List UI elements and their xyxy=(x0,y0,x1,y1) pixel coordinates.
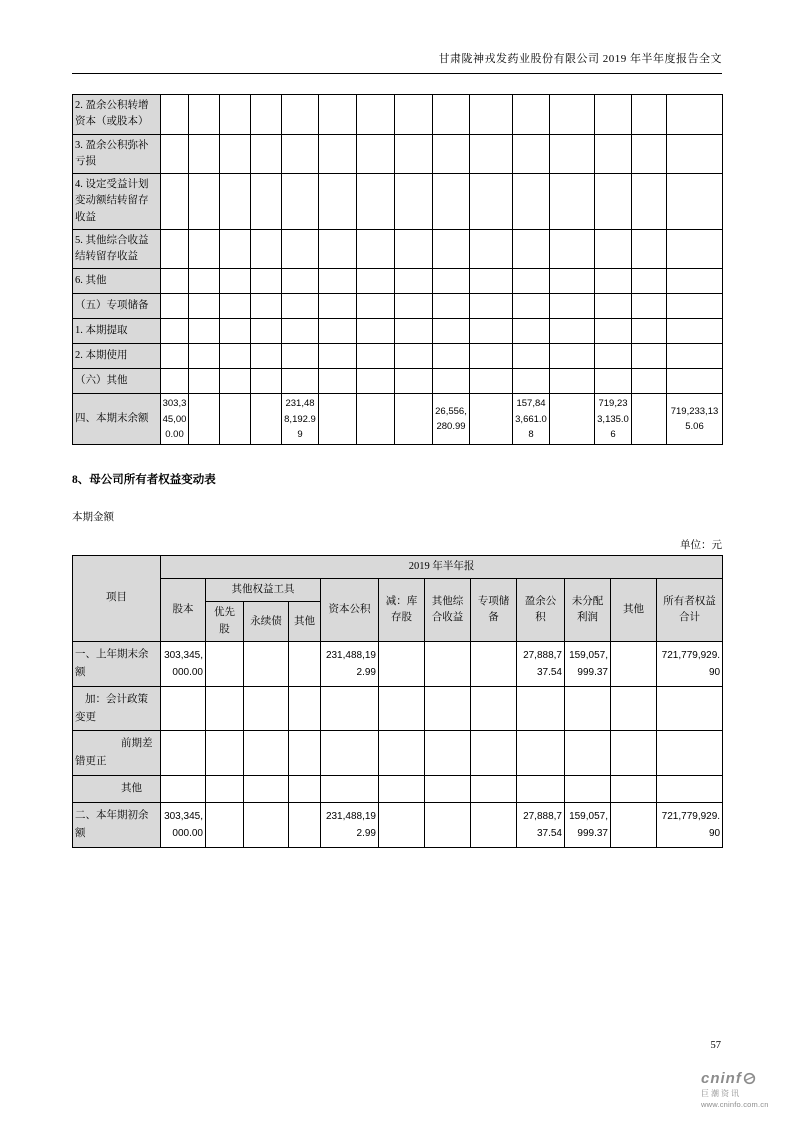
table-cell xyxy=(357,269,395,294)
table-cell xyxy=(251,95,282,135)
table-cell: 303,345,000.00 xyxy=(161,802,206,847)
table-cell xyxy=(513,174,550,230)
table-cell xyxy=(319,95,357,135)
table-cell xyxy=(471,731,517,776)
table-cell: 721,779,929.90 xyxy=(657,802,723,847)
table-cell xyxy=(357,174,395,230)
table-cell xyxy=(550,269,595,294)
table-cell xyxy=(395,369,433,394)
table-cell: 157,843,661.08 xyxy=(513,394,550,445)
table-row xyxy=(73,776,723,803)
table-cell xyxy=(632,344,667,369)
table-row xyxy=(73,174,723,230)
table-cell xyxy=(517,776,565,803)
table-cell xyxy=(395,344,433,369)
table-cell xyxy=(470,369,513,394)
table-cell xyxy=(251,174,282,230)
table-cell xyxy=(251,344,282,369)
table-cell xyxy=(667,294,723,319)
table-row xyxy=(73,802,723,847)
row-label: 2. 盈余公积转增资本（或股本） xyxy=(73,95,161,135)
parent-company-equity-table-body xyxy=(73,642,723,848)
table-cell: 231,488,192.99 xyxy=(321,642,379,687)
table-cell xyxy=(379,686,425,731)
table-cell xyxy=(433,269,470,294)
table-cell xyxy=(433,95,470,135)
table-cell xyxy=(517,686,565,731)
table-cell xyxy=(289,642,321,687)
table-cell: 231,488,192.99 xyxy=(321,802,379,847)
table-cell xyxy=(667,134,723,174)
col-header-other-instruments: 其他 xyxy=(289,602,321,642)
table-cell xyxy=(244,686,289,731)
table-cell xyxy=(206,802,244,847)
table-cell xyxy=(595,294,632,319)
table-cell xyxy=(513,369,550,394)
table-cell xyxy=(471,802,517,847)
table-row xyxy=(73,229,723,269)
consolidated-equity-table-body xyxy=(73,95,723,445)
table-cell xyxy=(471,642,517,687)
parent-company-equity-table-header xyxy=(73,555,723,641)
table-cell xyxy=(189,369,220,394)
table-cell xyxy=(433,344,470,369)
table-cell xyxy=(244,776,289,803)
table-cell xyxy=(632,369,667,394)
row-label: 3. 盈余公积弥补亏损 xyxy=(73,134,161,174)
section-heading: 8、母公司所有者权益变动表 xyxy=(72,473,216,486)
table-cell xyxy=(395,294,433,319)
table-cell xyxy=(470,394,513,445)
table-cell xyxy=(357,394,395,445)
col-header-capital-reserve: 资本公积 xyxy=(321,579,379,642)
consolidated-equity-table-continued xyxy=(72,94,723,445)
table-cell xyxy=(189,269,220,294)
table-cell xyxy=(379,731,425,776)
cninfo-logo xyxy=(701,1070,771,1109)
col-header-less-treasury-stock: 减：库存股 xyxy=(379,579,425,642)
table-cell xyxy=(632,269,667,294)
period-label: 本期金额 xyxy=(72,511,114,523)
col-header-share-capital: 股本 xyxy=(161,579,206,642)
table-cell xyxy=(220,229,251,269)
table-cell xyxy=(425,802,471,847)
table-cell xyxy=(632,229,667,269)
table-cell xyxy=(161,319,189,344)
table-cell xyxy=(470,269,513,294)
table-cell xyxy=(550,319,595,344)
table-cell xyxy=(470,294,513,319)
table-cell xyxy=(513,95,550,135)
table-cell xyxy=(565,776,611,803)
table-cell: 26,556,280.99 xyxy=(433,394,470,445)
table-cell xyxy=(161,776,206,803)
row-label: 其他 xyxy=(73,776,161,803)
table-cell xyxy=(632,134,667,174)
row-label: 二、本年期初余额 xyxy=(73,802,161,847)
table-cell xyxy=(595,319,632,344)
col-header-undistributed-profit: 未分配利润 xyxy=(565,579,611,642)
table-cell xyxy=(189,229,220,269)
header-row-groups xyxy=(73,579,723,602)
table-cell xyxy=(632,95,667,135)
table-cell xyxy=(282,95,319,135)
table-cell xyxy=(282,269,319,294)
table-row xyxy=(73,686,723,731)
table-cell xyxy=(282,174,319,230)
table-cell xyxy=(161,344,189,369)
table-cell xyxy=(161,369,189,394)
table-cell xyxy=(595,95,632,135)
table-cell xyxy=(220,319,251,344)
table-cell xyxy=(513,134,550,174)
table-cell xyxy=(161,174,189,230)
table-cell xyxy=(319,319,357,344)
table-cell xyxy=(189,134,220,174)
table-cell xyxy=(319,229,357,269)
table-cell xyxy=(632,174,667,230)
table-cell xyxy=(379,802,425,847)
table-cell xyxy=(220,174,251,230)
col-header-other-comprehensive-income: 其他综合收益 xyxy=(425,579,471,642)
table-cell xyxy=(595,229,632,269)
table-row xyxy=(73,642,723,687)
table-cell xyxy=(425,686,471,731)
table-cell: 721,779,929.90 xyxy=(657,642,723,687)
row-label: 前期差错更正 xyxy=(73,731,161,776)
table-cell xyxy=(433,174,470,230)
table-cell: 27,888,737.54 xyxy=(517,802,565,847)
table-cell xyxy=(161,95,189,135)
table-cell xyxy=(565,731,611,776)
table-cell xyxy=(595,269,632,294)
table-cell xyxy=(357,369,395,394)
table-cell xyxy=(433,319,470,344)
table-cell xyxy=(321,731,379,776)
table-cell xyxy=(611,731,657,776)
table-cell xyxy=(206,776,244,803)
table-cell xyxy=(289,776,321,803)
table-cell: 303,345,000.00 xyxy=(161,642,206,687)
table-cell xyxy=(657,686,723,731)
table-cell xyxy=(251,269,282,294)
table-cell xyxy=(425,642,471,687)
table-cell xyxy=(289,731,321,776)
table-cell: 303,345,000.00 xyxy=(161,394,189,445)
row-label: 加：会计政策变更 xyxy=(73,686,161,731)
row-label: （六）其他 xyxy=(73,369,161,394)
table-cell xyxy=(433,369,470,394)
page-number: 57 xyxy=(710,1040,721,1051)
table-cell xyxy=(161,731,206,776)
col-header-total-equity: 所有者权益合计 xyxy=(657,579,723,642)
table-cell xyxy=(667,174,723,230)
document-header: 甘肃陇神戎发药业股份有限公司 2019 年半年度报告全文 xyxy=(72,50,722,74)
table-cell xyxy=(189,174,220,230)
table-cell xyxy=(161,229,189,269)
table-cell xyxy=(470,174,513,230)
table-cell xyxy=(251,319,282,344)
table-cell xyxy=(433,229,470,269)
col-header-special-reserve: 专项储备 xyxy=(471,579,517,642)
table-cell: 159,057,999.37 xyxy=(565,802,611,847)
table-cell xyxy=(667,229,723,269)
table-cell xyxy=(206,686,244,731)
table-cell xyxy=(425,776,471,803)
table-cell xyxy=(189,95,220,135)
col-header-perpetual-bonds: 永续债 xyxy=(244,602,289,642)
table-cell xyxy=(550,134,595,174)
table-cell xyxy=(220,394,251,445)
table-cell xyxy=(611,642,657,687)
table-cell xyxy=(513,229,550,269)
table-cell xyxy=(471,686,517,731)
col-header-other: 其他 xyxy=(611,579,657,642)
table-cell xyxy=(220,369,251,394)
table-cell xyxy=(161,294,189,319)
row-label: 4. 设定受益计划变动额结转留存收益 xyxy=(73,174,161,230)
table-cell xyxy=(189,344,220,369)
table-cell xyxy=(220,344,251,369)
col-header-other-equity-instruments: 其他权益工具 xyxy=(206,579,321,602)
table-cell xyxy=(550,95,595,135)
table-cell: 719,233,135.06 xyxy=(667,394,723,445)
table-cell xyxy=(189,394,220,445)
table-cell xyxy=(667,269,723,294)
table-cell xyxy=(595,134,632,174)
table-row xyxy=(73,369,723,394)
cninfo-swirl-icon xyxy=(743,1072,756,1085)
table-cell xyxy=(513,344,550,369)
table-cell xyxy=(550,344,595,369)
table-row xyxy=(73,294,723,319)
table-cell xyxy=(395,174,433,230)
table-cell xyxy=(470,229,513,269)
table-cell xyxy=(395,269,433,294)
table-cell xyxy=(244,731,289,776)
table-cell xyxy=(220,269,251,294)
table-cell xyxy=(379,642,425,687)
table-row xyxy=(73,319,723,344)
table-cell xyxy=(433,134,470,174)
table-cell xyxy=(379,776,425,803)
table-cell xyxy=(667,319,723,344)
table-cell: 27,888,737.54 xyxy=(517,642,565,687)
table-cell xyxy=(289,802,321,847)
table-cell xyxy=(632,394,667,445)
table-cell xyxy=(513,319,550,344)
table-cell xyxy=(319,294,357,319)
table-cell xyxy=(657,776,723,803)
header-row-period xyxy=(73,555,723,578)
unit-label: 单位：元 xyxy=(680,539,722,551)
table-cell xyxy=(319,269,357,294)
table-cell xyxy=(319,369,357,394)
table-cell xyxy=(251,134,282,174)
table-cell: 231,488,192.99 xyxy=(282,394,319,445)
table-cell xyxy=(321,776,379,803)
table-cell xyxy=(357,134,395,174)
table-cell xyxy=(611,802,657,847)
table-cell xyxy=(470,319,513,344)
table-cell xyxy=(319,344,357,369)
table-cell xyxy=(282,369,319,394)
table-cell xyxy=(251,294,282,319)
col-header-preferred-shares: 优先股 xyxy=(206,602,244,642)
table-cell xyxy=(395,394,433,445)
table-cell xyxy=(611,686,657,731)
table-cell xyxy=(595,174,632,230)
table-cell xyxy=(667,95,723,135)
table-cell xyxy=(189,319,220,344)
table-cell xyxy=(357,294,395,319)
table-cell xyxy=(550,174,595,230)
table-cell xyxy=(357,95,395,135)
table-row xyxy=(73,731,723,776)
table-cell xyxy=(357,344,395,369)
table-cell xyxy=(550,294,595,319)
table-cell xyxy=(282,344,319,369)
table-cell xyxy=(282,229,319,269)
table-row xyxy=(73,95,723,135)
table-cell xyxy=(251,369,282,394)
table-cell xyxy=(206,642,244,687)
table-cell xyxy=(433,294,470,319)
table-cell xyxy=(550,369,595,394)
row-label: 6. 其他 xyxy=(73,269,161,294)
table-cell xyxy=(550,394,595,445)
table-cell xyxy=(667,369,723,394)
table-cell xyxy=(244,642,289,687)
table-cell xyxy=(161,686,206,731)
table-cell xyxy=(357,319,395,344)
table-cell xyxy=(395,134,433,174)
table-cell xyxy=(189,294,220,319)
col-header-surplus-reserve: 盈余公积 xyxy=(517,579,565,642)
table-row xyxy=(73,344,723,369)
row-label: 2. 本期使用 xyxy=(73,344,161,369)
table-cell xyxy=(513,294,550,319)
table-cell xyxy=(470,344,513,369)
table-cell xyxy=(471,776,517,803)
table-cell xyxy=(470,134,513,174)
table-cell xyxy=(513,269,550,294)
table-cell xyxy=(244,802,289,847)
col-header-item: 项目 xyxy=(73,555,161,641)
table-cell xyxy=(611,776,657,803)
table-cell xyxy=(550,229,595,269)
table-cell xyxy=(319,394,357,445)
table-cell xyxy=(395,95,433,135)
row-label: （五）专项储备 xyxy=(73,294,161,319)
col-header-period: 2019 年半年报 xyxy=(161,555,723,578)
table-cell xyxy=(282,134,319,174)
cninfo-url: www.cninfo.com.cn xyxy=(701,1100,769,1109)
table-cell xyxy=(282,319,319,344)
table-row xyxy=(73,394,723,445)
table-cell xyxy=(470,95,513,135)
cninfo-brand xyxy=(701,1070,771,1087)
table-cell xyxy=(161,269,189,294)
parent-company-equity-table xyxy=(72,555,723,848)
table-cell xyxy=(595,344,632,369)
table-cell xyxy=(667,344,723,369)
table-row xyxy=(73,134,723,174)
table-cell xyxy=(357,229,395,269)
table-cell xyxy=(220,134,251,174)
cninfo-brand-text: cninf xyxy=(701,1070,742,1087)
table-cell xyxy=(319,134,357,174)
table-cell: 719,233,135.06 xyxy=(595,394,632,445)
table-cell xyxy=(321,686,379,731)
row-label: 一、上年期末余额 xyxy=(73,642,161,687)
table-cell xyxy=(282,294,319,319)
table-cell xyxy=(206,731,244,776)
row-label: 5. 其他综合收益结转留存收益 xyxy=(73,229,161,269)
table-cell xyxy=(425,731,471,776)
table-cell xyxy=(517,731,565,776)
table-cell xyxy=(632,319,667,344)
table-cell xyxy=(289,686,321,731)
cninfo-name-cn: 巨潮资讯 xyxy=(701,1089,741,1098)
row-label: 1. 本期提取 xyxy=(73,319,161,344)
table-row xyxy=(73,269,723,294)
row-label: 四、本期末余额 xyxy=(73,394,161,445)
table-cell xyxy=(595,369,632,394)
table-cell xyxy=(395,319,433,344)
table-cell xyxy=(657,731,723,776)
table-cell xyxy=(220,294,251,319)
table-cell xyxy=(161,134,189,174)
table-cell xyxy=(319,174,357,230)
table-cell: 159,057,999.37 xyxy=(565,642,611,687)
table-cell xyxy=(251,229,282,269)
table-cell xyxy=(565,686,611,731)
table-cell xyxy=(632,294,667,319)
table-cell xyxy=(395,229,433,269)
table-cell xyxy=(251,394,282,445)
table-cell xyxy=(220,95,251,135)
